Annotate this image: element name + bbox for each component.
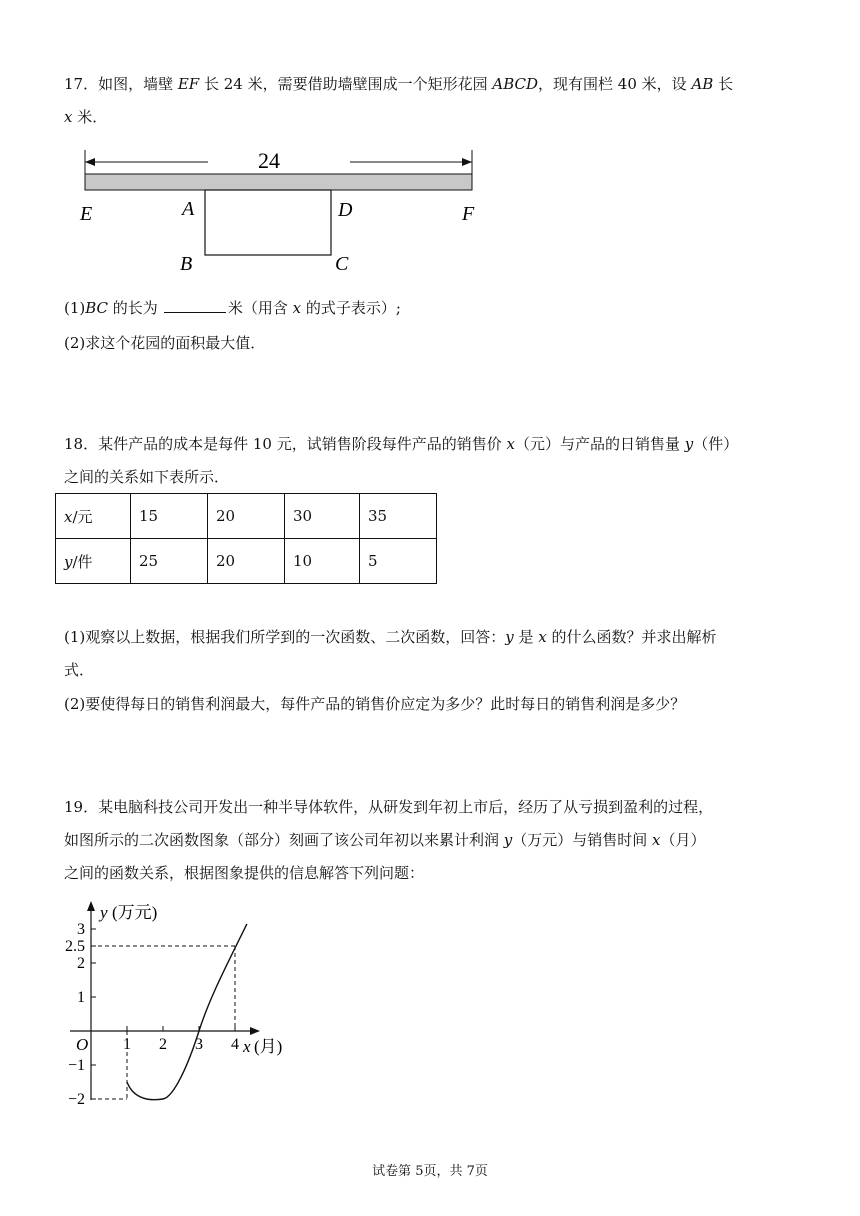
q17-text: ，现有围栏 40 米，设 (538, 75, 692, 93)
y-tick-label: 1 (77, 989, 85, 1006)
var-x: x (652, 831, 661, 849)
table-cell: 20 (208, 539, 285, 584)
label-b: B (180, 253, 193, 275)
x-ticks (123, 1026, 239, 1053)
q17-text: 米． (72, 108, 108, 126)
origin-label: O (76, 1035, 89, 1054)
q18-line1 (64, 433, 738, 455)
y-tick-label: −2 (67, 1091, 85, 1108)
table-cell: 15 (131, 494, 208, 539)
q17-part2: (2)求这个花园的面积最大值． (64, 334, 266, 352)
label-e: E (80, 203, 93, 225)
q18-text: 的什么函数？并求出解析 (546, 628, 717, 646)
q19-line2 (64, 829, 706, 851)
q17-text: 17．如图，墙壁 (64, 75, 178, 93)
q18-text: (1)观察以上数据，根据我们所学到的一次函数、二次函数，回答： (64, 628, 506, 646)
table-cell: 20 (208, 494, 285, 539)
y-axis-var: y (100, 903, 108, 922)
y-axis-arrow-icon (87, 901, 95, 911)
x-axis-var: x (243, 1037, 251, 1056)
rect-garden (205, 190, 331, 255)
q17-line2 (64, 106, 107, 128)
x-tick-label: 3 (195, 1036, 203, 1053)
segment-ef: EF (177, 75, 200, 93)
table-cell: 10 (285, 539, 360, 584)
y-tick-label: 3 (77, 921, 85, 938)
q18-part2: (2)要使得每日的销售利润最大，每件产品的销售价应定为多少？此时每日的销售利润是多少？ (64, 695, 686, 713)
q18-text: 是 (513, 628, 539, 646)
q18-text: （元）与产品的日销售量 (514, 435, 685, 453)
rect-abcd: ABCD (492, 75, 539, 93)
q18-text: 18．某件产品的成本是每件 10 元，试销售阶段每件产品的销售价 (64, 435, 507, 453)
table-cell: 25 (131, 539, 208, 584)
segment-ab: AB (691, 75, 714, 93)
x-tick-label: 1 (123, 1036, 131, 1053)
wall-ef (85, 174, 472, 190)
q17-part1 (64, 297, 401, 319)
arrow-left-icon (85, 158, 95, 166)
table-cell: 30 (285, 494, 360, 539)
q17-line1 (64, 73, 733, 95)
y-tick-label: 2.5 (65, 938, 85, 955)
x-axis-unit: (月) (254, 1037, 283, 1056)
part-number: (1) (64, 299, 86, 317)
page-footer: 试卷第 5页，共 7页 (372, 1164, 488, 1179)
q19-text: （月） (660, 831, 706, 849)
table-row (56, 539, 437, 584)
label-f: F (462, 203, 475, 225)
q18-line2: 之间的关系如下表所示． (64, 468, 230, 486)
label-c: C (335, 253, 349, 275)
var-y: y (503, 831, 513, 849)
var-x: x (64, 507, 73, 526)
var-x: x (292, 299, 302, 317)
table-cell: 5 (360, 539, 437, 584)
table-header-x (56, 494, 131, 539)
var-x: x (64, 108, 73, 126)
answer-blank[interactable] (164, 298, 226, 313)
q18-text: （件） (693, 435, 739, 453)
var-y: y (684, 435, 694, 453)
q17-text: 长 24 米，需要借助墙壁围成一个矩形花园 (199, 75, 493, 93)
q17-wall-diagram (70, 140, 490, 280)
price-sales-table (55, 493, 437, 584)
var-y: y (64, 552, 73, 571)
unit: /元 (72, 507, 93, 526)
arrow-right-icon (462, 158, 472, 166)
q19-line1: 19．某电脑科技公司开发出一种半导体软件，从研发到年初上市后，经历了从亏损到盈利的过程， (64, 798, 714, 816)
unit: /件 (72, 552, 93, 571)
q18-part1-line1 (64, 626, 717, 648)
y-tick-label: 2 (77, 955, 85, 972)
q19-text: 如图所示的二次函数图象（部分）刻画了该公司年初以来累计利润 (64, 831, 504, 849)
x-axis-arrow-icon (250, 1027, 260, 1035)
x-tick-label: 4 (231, 1036, 239, 1053)
q17-text: 长 (713, 75, 734, 93)
q17-text: 的长为 (108, 299, 158, 317)
table-header-y (56, 539, 131, 584)
q17-text: 的式子表示）; (301, 299, 401, 317)
q17-text: 米（用含 (227, 299, 293, 317)
x-tick-label: 2 (159, 1036, 167, 1053)
var-y: y (505, 628, 514, 646)
segment-bc: BC (85, 299, 109, 317)
y-tick-label: −1 (67, 1057, 85, 1074)
q19-text: （万元）与销售时间 (512, 831, 653, 849)
y-axis-unit: (万元) (112, 903, 158, 922)
profit-curve (127, 924, 247, 1100)
var-x: x (538, 628, 547, 646)
q19-line3: 之间的函数关系，根据图象提供的信息解答下列问题： (64, 864, 425, 882)
label-a: A (182, 198, 195, 220)
profit-graph (50, 895, 310, 1110)
q18-part1-line2: 式． (64, 661, 95, 679)
table-cell: 35 (360, 494, 437, 539)
label-d: D (338, 199, 353, 221)
guide-lines (91, 946, 235, 1099)
table-row (56, 494, 437, 539)
wall-length-label: 24 (258, 148, 280, 173)
var-x: x (506, 435, 515, 453)
